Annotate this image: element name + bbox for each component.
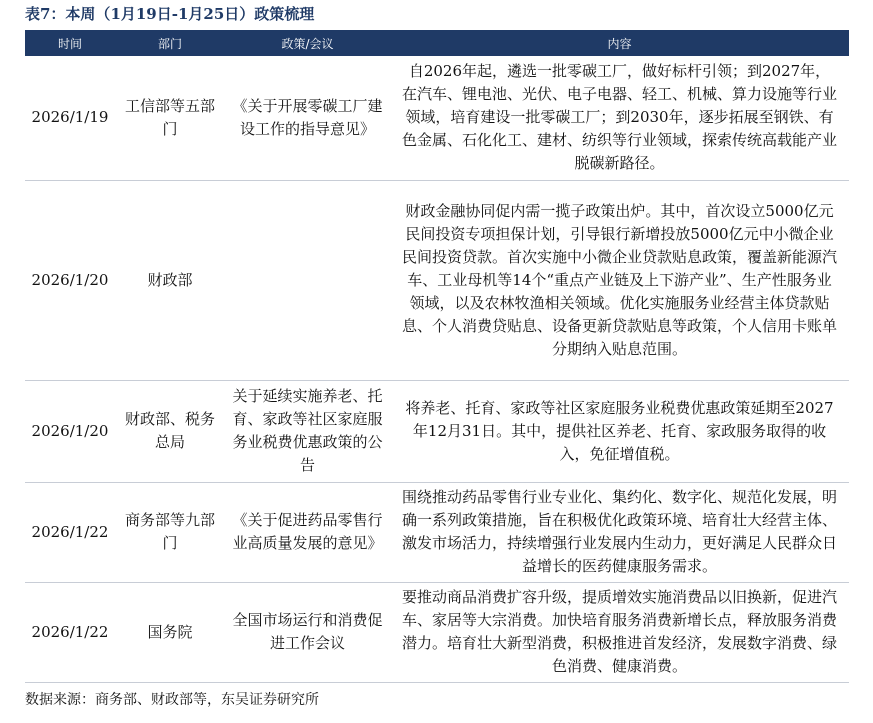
- table-row: [25, 180, 849, 380]
- cell-department: 财政部、税务总局: [115, 380, 225, 482]
- column-header-department: 部门: [115, 30, 225, 56]
- cell-content: 将养老、托育、家政等社区家庭服务业税费优惠政策延期至2027年12月31日。其中，提供社区养老、托育、家政服务取得的收入，免征增值税。: [390, 380, 849, 482]
- table-header-row: [25, 30, 849, 56]
- table-row: [25, 582, 849, 682]
- cell-policy: 关于延续实施养老、托育、家政等社区家庭服务业税费优惠政策的公告: [225, 380, 390, 482]
- table-row: [25, 56, 849, 180]
- cell-date: 2026/1/22: [25, 482, 115, 582]
- cell-date: 2026/1/19: [25, 56, 115, 180]
- cell-date: 2026/1/20: [25, 180, 115, 380]
- column-header-time: 时间: [25, 30, 115, 56]
- cell-date: 2026/1/20: [25, 380, 115, 482]
- column-header-content: 内容: [390, 30, 849, 56]
- cell-content: 要推动商品消费扩容升级，提质增效实施消费品以旧换新，促进汽车、家居等大宗消费。加快培育服务消费新增长点，释放服务消费潜力。培育壮大新型消费，积极推进首发经济，发展数字消费、绿色消费、健康消费。: [390, 582, 849, 682]
- cell-content: 财政金融协同促内需一揽子政策出炉。其中，首次设立5000亿元民间投资专项担保计划，引导银行新增投放5000亿元中小微企业民间投资贷款。首次实施中小微企业贷款贴息政策，覆盖新能源汽车、工业母机等14个“重点产业链及上下游产业”、生产性服务业领域，以及农林牧渔相关领域。优化实施服务业经营主体贷款贴息、个人消费贷贴息、设备更新贷款贴息等政策，个人信用卡账单分期纳入贴息范围。: [390, 180, 849, 380]
- table-row: [25, 482, 849, 582]
- cell-policy: 《关于开展零碳工厂建设工作的指导意见》: [225, 56, 390, 180]
- cell-department: 国务院: [115, 582, 225, 682]
- cell-department: 财政部: [115, 180, 225, 380]
- cell-policy: [225, 180, 390, 380]
- policy-table: [25, 30, 849, 683]
- data-source-note: 数据来源：商务部、财政部等，东吴证券研究所: [25, 692, 319, 708]
- cell-policy: 全国市场运行和消费促进工作会议: [225, 582, 390, 682]
- cell-date: 2026/1/22: [25, 582, 115, 682]
- cell-content: 自2026年起，遴选一批零碳工厂，做好标杆引领；到2027年，在汽车、锂电池、光伏、电子电器、轻工、机械、算力设施等行业领域，培育建设一批零碳工厂；到2030年，逐步拓展至钢铁、有色金属、石化化工、建材、纺织等行业领域，探索传统高载能产业脱碳新路径。: [390, 56, 849, 180]
- table-row: [25, 380, 849, 482]
- table-caption: 表7：本周（1月19日-1月25日）政策梳理: [25, 5, 315, 23]
- cell-content: 围绕推动药品零售行业专业化、集约化、数字化、规范化发展，明确一系列政策措施，旨在积极优化政策环境、培育壮大经营主体、激发市场活力，持续增强行业发展内生动力，更好满足人民群众日益增长的医药健康服务需求。: [390, 482, 849, 582]
- column-header-policy: 政策/会议: [225, 30, 390, 56]
- cell-department: 商务部等九部门: [115, 482, 225, 582]
- cell-policy: 《关于促进药品零售行业高质量发展的意见》: [225, 482, 390, 582]
- cell-department: 工信部等五部门: [115, 56, 225, 180]
